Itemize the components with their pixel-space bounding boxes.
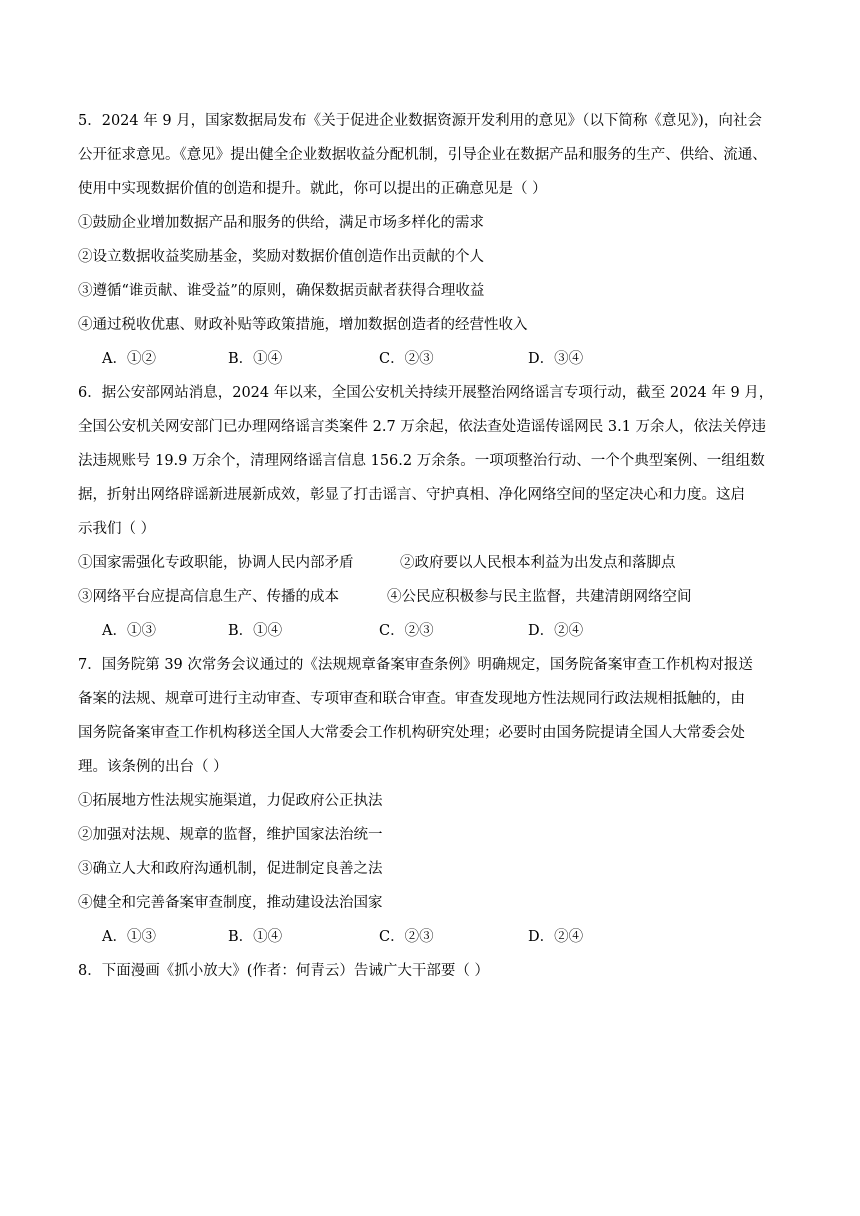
question-7-stem-line: 国务院备案审查工作机构移送全国人大常委会工作机构研究处理；必要时由国务院提请全国人大常委会处 [78, 725, 745, 741]
question-6-statement-1: ①国家需强化专政职能，协调人民内部矛盾 [78, 555, 354, 571]
question-5-statement: ④通过税收优惠、财政补贴等政策措施，增加数据创造者的经营性收入 [78, 317, 528, 333]
question-6-statement-2: ②政府要以人民根本利益为出发点和落脚点 [400, 555, 676, 571]
question-5-statement: ①鼓励企业增加数据产品和服务的供给，满足市场多样化的需求 [78, 215, 484, 231]
question-6-option-d: D．②④ [528, 623, 584, 639]
question-5-stem-line: 5．2024 年 9 月，国家数据局发布《关于促进企业数据资源开发利用的意见》（以下简称《意见》)，向社会 [78, 113, 762, 129]
question-6-option-b: B．①④ [228, 623, 283, 639]
question-6-stem-line: 6．据公安部网站消息，2024 年以来，全国公安机关持续开展整治网络谣言专项行动，截至 2024 年 9 月， [78, 385, 774, 401]
question-5-stem-line: 公开征求意见。《意见》提出健全企业数据收益分配机制，引导企业在数据产品和服务的生产、供给、流通、 [78, 147, 767, 163]
question-7-option-c: C．②③ [379, 929, 434, 945]
question-7-statement: ②加强对法规、规章的监督，维护国家法治统一 [78, 827, 383, 843]
question-6-stem-line: 全国公安机关网安部门已办理网络谣言类案件 2.7 万余起，依法查处造谣传谣网民 3.1 万余人，依法关停违 [78, 419, 767, 435]
question-6-stem-line: 据，折射出网络辟谣新进展新成效，彰显了打击谣言、守护真相、净化网络空间的坚定决心和力度。这启 [78, 487, 745, 503]
question-6-option-c: C．②③ [379, 623, 434, 639]
question-5-statement: ③遵循“谁贡献、谁受益”的原则，确保数据贡献者获得合理收益 [78, 283, 485, 299]
question-5-statement: ②设立数据收益奖励基金，奖励对数据价值创造作出贡献的个人 [78, 249, 484, 265]
question-5-option-b: B．①④ [228, 351, 283, 367]
question-7-option-a: A．①③ [102, 929, 156, 945]
question-5-stem-line: 使用中实现数据价值的创造和提升。就此，你可以提出的正确意见是（ ） [78, 181, 547, 197]
question-7-statement: ③确立人大和政府沟通机制，促进制定良善之法 [78, 861, 383, 877]
question-6-option-a: A．①③ [102, 623, 156, 639]
question-5-option-a: A．①② [102, 351, 156, 367]
question-7-option-b: B．①④ [228, 929, 283, 945]
question-6-statement-3: ③网络平台应提高信息生产、传播的成本 [78, 589, 339, 605]
question-6-stem-line: 法违规账号 19.9 万余个，清理网络谣言信息 156.2 万余条。一项项整治行动、一个个典型案例、一组组数 [78, 453, 765, 469]
question-8-stem-line: 8．下面漫画《抓小放大》(作者：何青云）告诫广大干部要（ ） [78, 963, 489, 979]
question-7-stem-line: 备案的法规、规章可进行主动审查、专项审查和联合审查。审查发现地方性法规同行政法规相抵触的，由 [78, 691, 745, 707]
question-7-option-d: D．②④ [528, 929, 584, 945]
question-7-statement: ①拓展地方性法规实施渠道，力促政府公正执法 [78, 793, 383, 809]
question-7-stem-line: 理。该条例的出台（ ） [78, 759, 228, 775]
question-5-option-d: D．③④ [528, 351, 584, 367]
question-7-statement: ④健全和完善备案审查制度，推动建设法治国家 [78, 895, 383, 911]
question-6-stem-line: 示我们（ ） [78, 521, 156, 537]
question-7-stem-line: 7．国务院第 39 次常务会议通过的《法规规章备案审查条例》明确规定，国务院备案审查工作机构对报送 [78, 657, 753, 673]
question-6-statement-4: ④公民应积极参与民主监督，共建清朗网络空间 [387, 589, 692, 605]
question-5-option-c: C．②③ [379, 351, 434, 367]
